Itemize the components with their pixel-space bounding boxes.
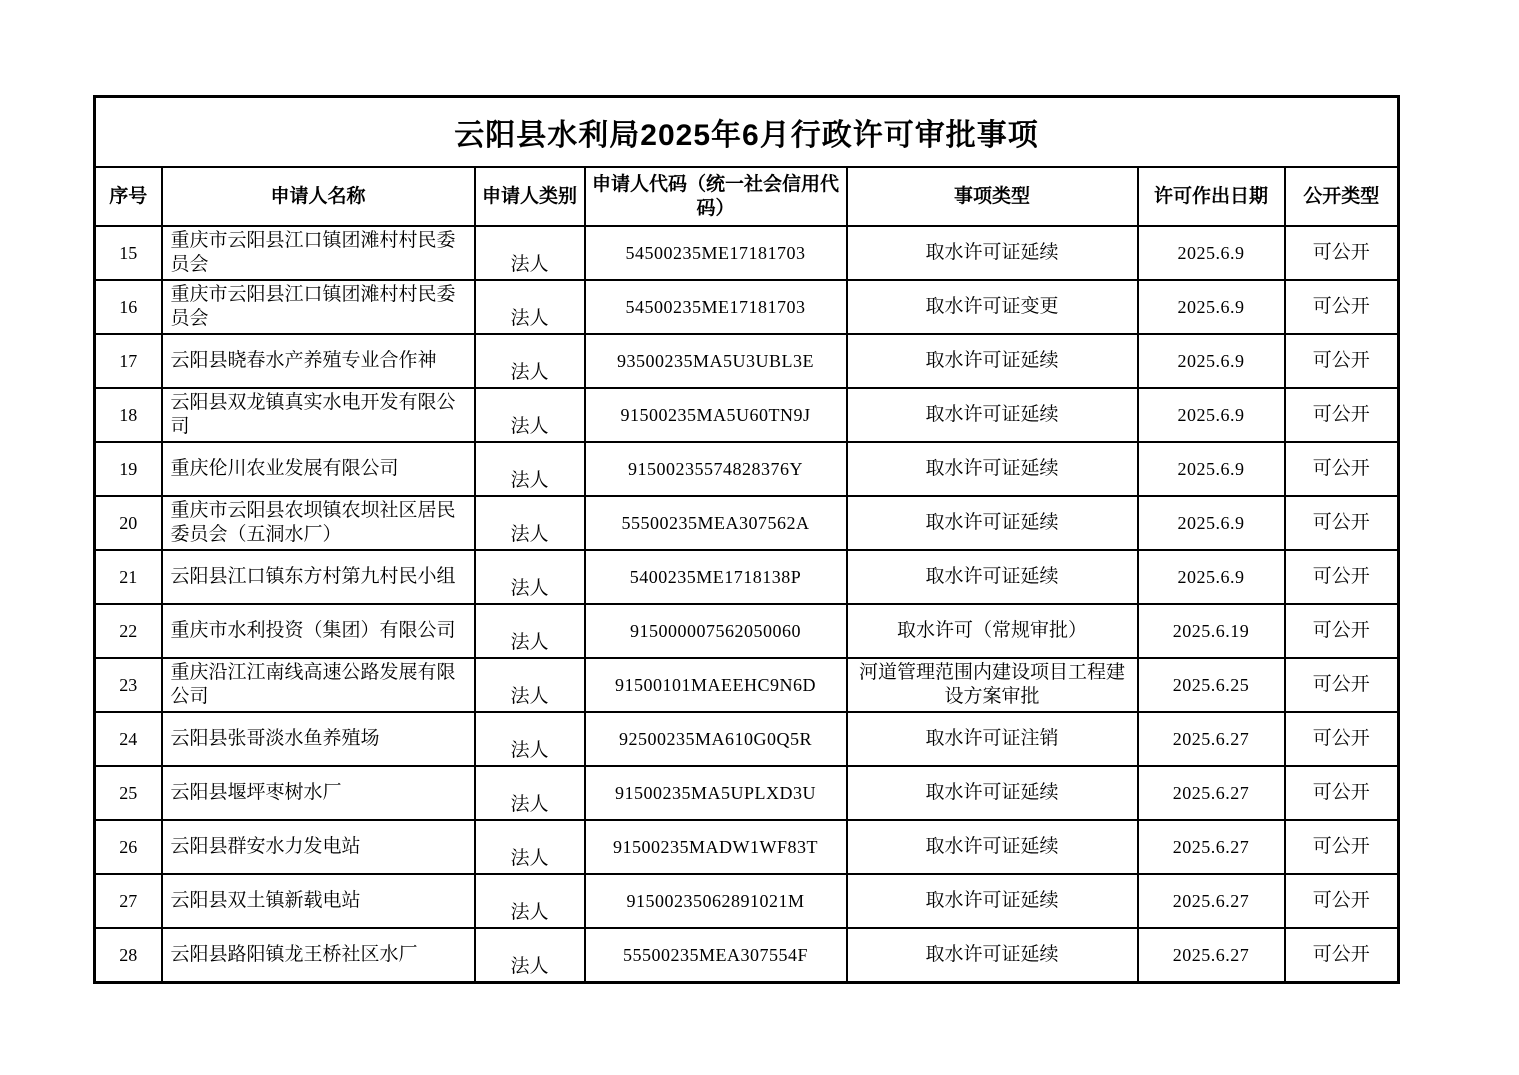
cell-license-date: 2025.6.9 [1138, 496, 1285, 550]
cell-credit-code: 91500235MA5UPLXD3U [585, 766, 847, 820]
cell-applicant-category: 法人 [475, 550, 585, 604]
cell-serial-number: 15 [95, 226, 162, 280]
cell-applicant-category: 法人 [475, 766, 585, 820]
cell-serial-number: 26 [95, 820, 162, 874]
cell-applicant-category: 法人 [475, 226, 585, 280]
cell-applicant-name: 云阳县路阳镇龙王桥社区水厂 [162, 928, 475, 983]
cell-credit-code: 93500235MA5U3UBL3E [585, 334, 847, 388]
cell-license-date: 2025.6.27 [1138, 712, 1285, 766]
cell-license-date: 2025.6.27 [1138, 820, 1285, 874]
cell-matter-type: 取水许可证注销 [847, 712, 1138, 766]
cell-publicity-type: 可公开 [1285, 874, 1399, 928]
column-header-category: 申请人类别 [475, 167, 585, 226]
cell-serial-number: 18 [95, 388, 162, 442]
cell-publicity-type: 可公开 [1285, 928, 1399, 983]
cell-publicity-type: 可公开 [1285, 820, 1399, 874]
table-row [95, 442, 1399, 496]
table-row [95, 550, 1399, 604]
cell-license-date: 2025.6.9 [1138, 442, 1285, 496]
cell-publicity-type: 可公开 [1285, 226, 1399, 280]
cell-applicant-category: 法人 [475, 712, 585, 766]
cell-matter-type: 取水许可证延续 [847, 226, 1138, 280]
cell-credit-code: 91500235MA5U60TN9J [585, 388, 847, 442]
column-header-type: 事项类型 [847, 167, 1138, 226]
table-row [95, 334, 1399, 388]
column-header-name: 申请人名称 [162, 167, 475, 226]
table-row [95, 604, 1399, 658]
cell-applicant-category: 法人 [475, 442, 585, 496]
cell-matter-type: 取水许可证延续 [847, 334, 1138, 388]
cell-credit-code: 915000007562050060 [585, 604, 847, 658]
cell-applicant-name: 重庆市云阳县江口镇团滩村村民委员会 [162, 226, 475, 280]
cell-publicity-type: 可公开 [1285, 334, 1399, 388]
table-row [95, 874, 1399, 928]
cell-credit-code: 55500235MEA307554F [585, 928, 847, 983]
cell-credit-code: 5400235ME1718138P [585, 550, 847, 604]
cell-license-date: 2025.6.9 [1138, 280, 1285, 334]
table-title: 云阳县水利局2025年6月行政许可审批事项 [95, 97, 1399, 168]
cell-serial-number: 23 [95, 658, 162, 712]
cell-serial-number: 28 [95, 928, 162, 983]
cell-license-date: 2025.6.27 [1138, 874, 1285, 928]
cell-serial-number: 17 [95, 334, 162, 388]
cell-credit-code: 91500235062891021M [585, 874, 847, 928]
cell-applicant-category: 法人 [475, 604, 585, 658]
cell-license-date: 2025.6.27 [1138, 928, 1285, 983]
approval-table [93, 95, 1400, 984]
title-row [95, 97, 1399, 168]
cell-applicant-category: 法人 [475, 388, 585, 442]
cell-applicant-name: 重庆伦川农业发展有限公司 [162, 442, 475, 496]
cell-publicity-type: 可公开 [1285, 766, 1399, 820]
cell-serial-number: 27 [95, 874, 162, 928]
cell-serial-number: 22 [95, 604, 162, 658]
column-header-seq: 序号 [95, 167, 162, 226]
cell-license-date: 2025.6.9 [1138, 226, 1285, 280]
cell-license-date: 2025.6.27 [1138, 766, 1285, 820]
cell-publicity-type: 可公开 [1285, 442, 1399, 496]
cell-credit-code: 91500101MAEEHC9N6D [585, 658, 847, 712]
cell-serial-number: 20 [95, 496, 162, 550]
cell-publicity-type: 可公开 [1285, 550, 1399, 604]
cell-credit-code: 91500235MADW1WF83T [585, 820, 847, 874]
cell-matter-type: 取水许可证延续 [847, 496, 1138, 550]
cell-applicant-name: 云阳县江口镇东方村第九村民小组 [162, 550, 475, 604]
column-header-code: 申请人代码（统一社会信用代码） [585, 167, 847, 226]
cell-applicant-name: 云阳县双土镇新载电站 [162, 874, 475, 928]
table-row [95, 226, 1399, 280]
cell-publicity-type: 可公开 [1285, 658, 1399, 712]
cell-publicity-type: 可公开 [1285, 604, 1399, 658]
cell-applicant-name: 云阳县群安水力发电站 [162, 820, 475, 874]
table-row [95, 388, 1399, 442]
cell-applicant-name: 重庆市水利投资（集团）有限公司 [162, 604, 475, 658]
cell-credit-code: 91500235574828376Y [585, 442, 847, 496]
cell-applicant-name: 云阳县堰坪枣树水厂 [162, 766, 475, 820]
header-row [95, 167, 1399, 226]
table-row [95, 280, 1399, 334]
cell-license-date: 2025.6.9 [1138, 550, 1285, 604]
cell-publicity-type: 可公开 [1285, 712, 1399, 766]
cell-serial-number: 24 [95, 712, 162, 766]
cell-applicant-category: 法人 [475, 874, 585, 928]
table-row [95, 496, 1399, 550]
cell-applicant-name: 重庆沿江江南线高速公路发展有限公司 [162, 658, 475, 712]
table-body [95, 226, 1399, 983]
cell-serial-number: 16 [95, 280, 162, 334]
cell-applicant-name: 云阳县张哥淡水鱼养殖场 [162, 712, 475, 766]
cell-credit-code: 54500235ME17181703 [585, 226, 847, 280]
cell-applicant-name: 云阳县双龙镇真实水电开发有限公司 [162, 388, 475, 442]
cell-matter-type: 取水许可证延续 [847, 550, 1138, 604]
cell-matter-type: 取水许可证延续 [847, 820, 1138, 874]
cell-publicity-type: 可公开 [1285, 496, 1399, 550]
cell-serial-number: 21 [95, 550, 162, 604]
cell-applicant-name: 重庆市云阳县江口镇团滩村村民委员会 [162, 280, 475, 334]
cell-license-date: 2025.6.9 [1138, 334, 1285, 388]
cell-applicant-category: 法人 [475, 928, 585, 983]
cell-matter-type: 取水许可证延续 [847, 874, 1138, 928]
cell-applicant-name: 重庆市云阳县农坝镇农坝社区居民委员会（五洞水厂） [162, 496, 475, 550]
cell-applicant-category: 法人 [475, 658, 585, 712]
cell-matter-type: 取水许可证延续 [847, 766, 1138, 820]
cell-serial-number: 19 [95, 442, 162, 496]
cell-credit-code: 55500235MEA307562A [585, 496, 847, 550]
cell-matter-type: 取水许可证延续 [847, 388, 1138, 442]
cell-credit-code: 54500235ME17181703 [585, 280, 847, 334]
cell-license-date: 2025.6.25 [1138, 658, 1285, 712]
cell-applicant-name: 云阳县晓春水产养殖专业合作神 [162, 334, 475, 388]
cell-applicant-category: 法人 [475, 280, 585, 334]
cell-applicant-category: 法人 [475, 496, 585, 550]
cell-matter-type: 取水许可证变更 [847, 280, 1138, 334]
cell-license-date: 2025.6.9 [1138, 388, 1285, 442]
table-row [95, 820, 1399, 874]
cell-matter-type: 河道管理范围内建设项目工程建设方案审批 [847, 658, 1138, 712]
cell-applicant-category: 法人 [475, 334, 585, 388]
cell-license-date: 2025.6.19 [1138, 604, 1285, 658]
column-header-publicity: 公开类型 [1285, 167, 1399, 226]
cell-publicity-type: 可公开 [1285, 280, 1399, 334]
table-row [95, 712, 1399, 766]
table-row [95, 658, 1399, 712]
cell-matter-type: 取水许可证延续 [847, 928, 1138, 983]
cell-applicant-category: 法人 [475, 820, 585, 874]
table-row [95, 766, 1399, 820]
column-header-date: 许可作出日期 [1138, 167, 1285, 226]
cell-serial-number: 25 [95, 766, 162, 820]
cell-credit-code: 92500235MA610G0Q5R [585, 712, 847, 766]
cell-publicity-type: 可公开 [1285, 388, 1399, 442]
cell-matter-type: 取水许可（常规审批） [847, 604, 1138, 658]
table-row [95, 928, 1399, 983]
cell-matter-type: 取水许可证延续 [847, 442, 1138, 496]
